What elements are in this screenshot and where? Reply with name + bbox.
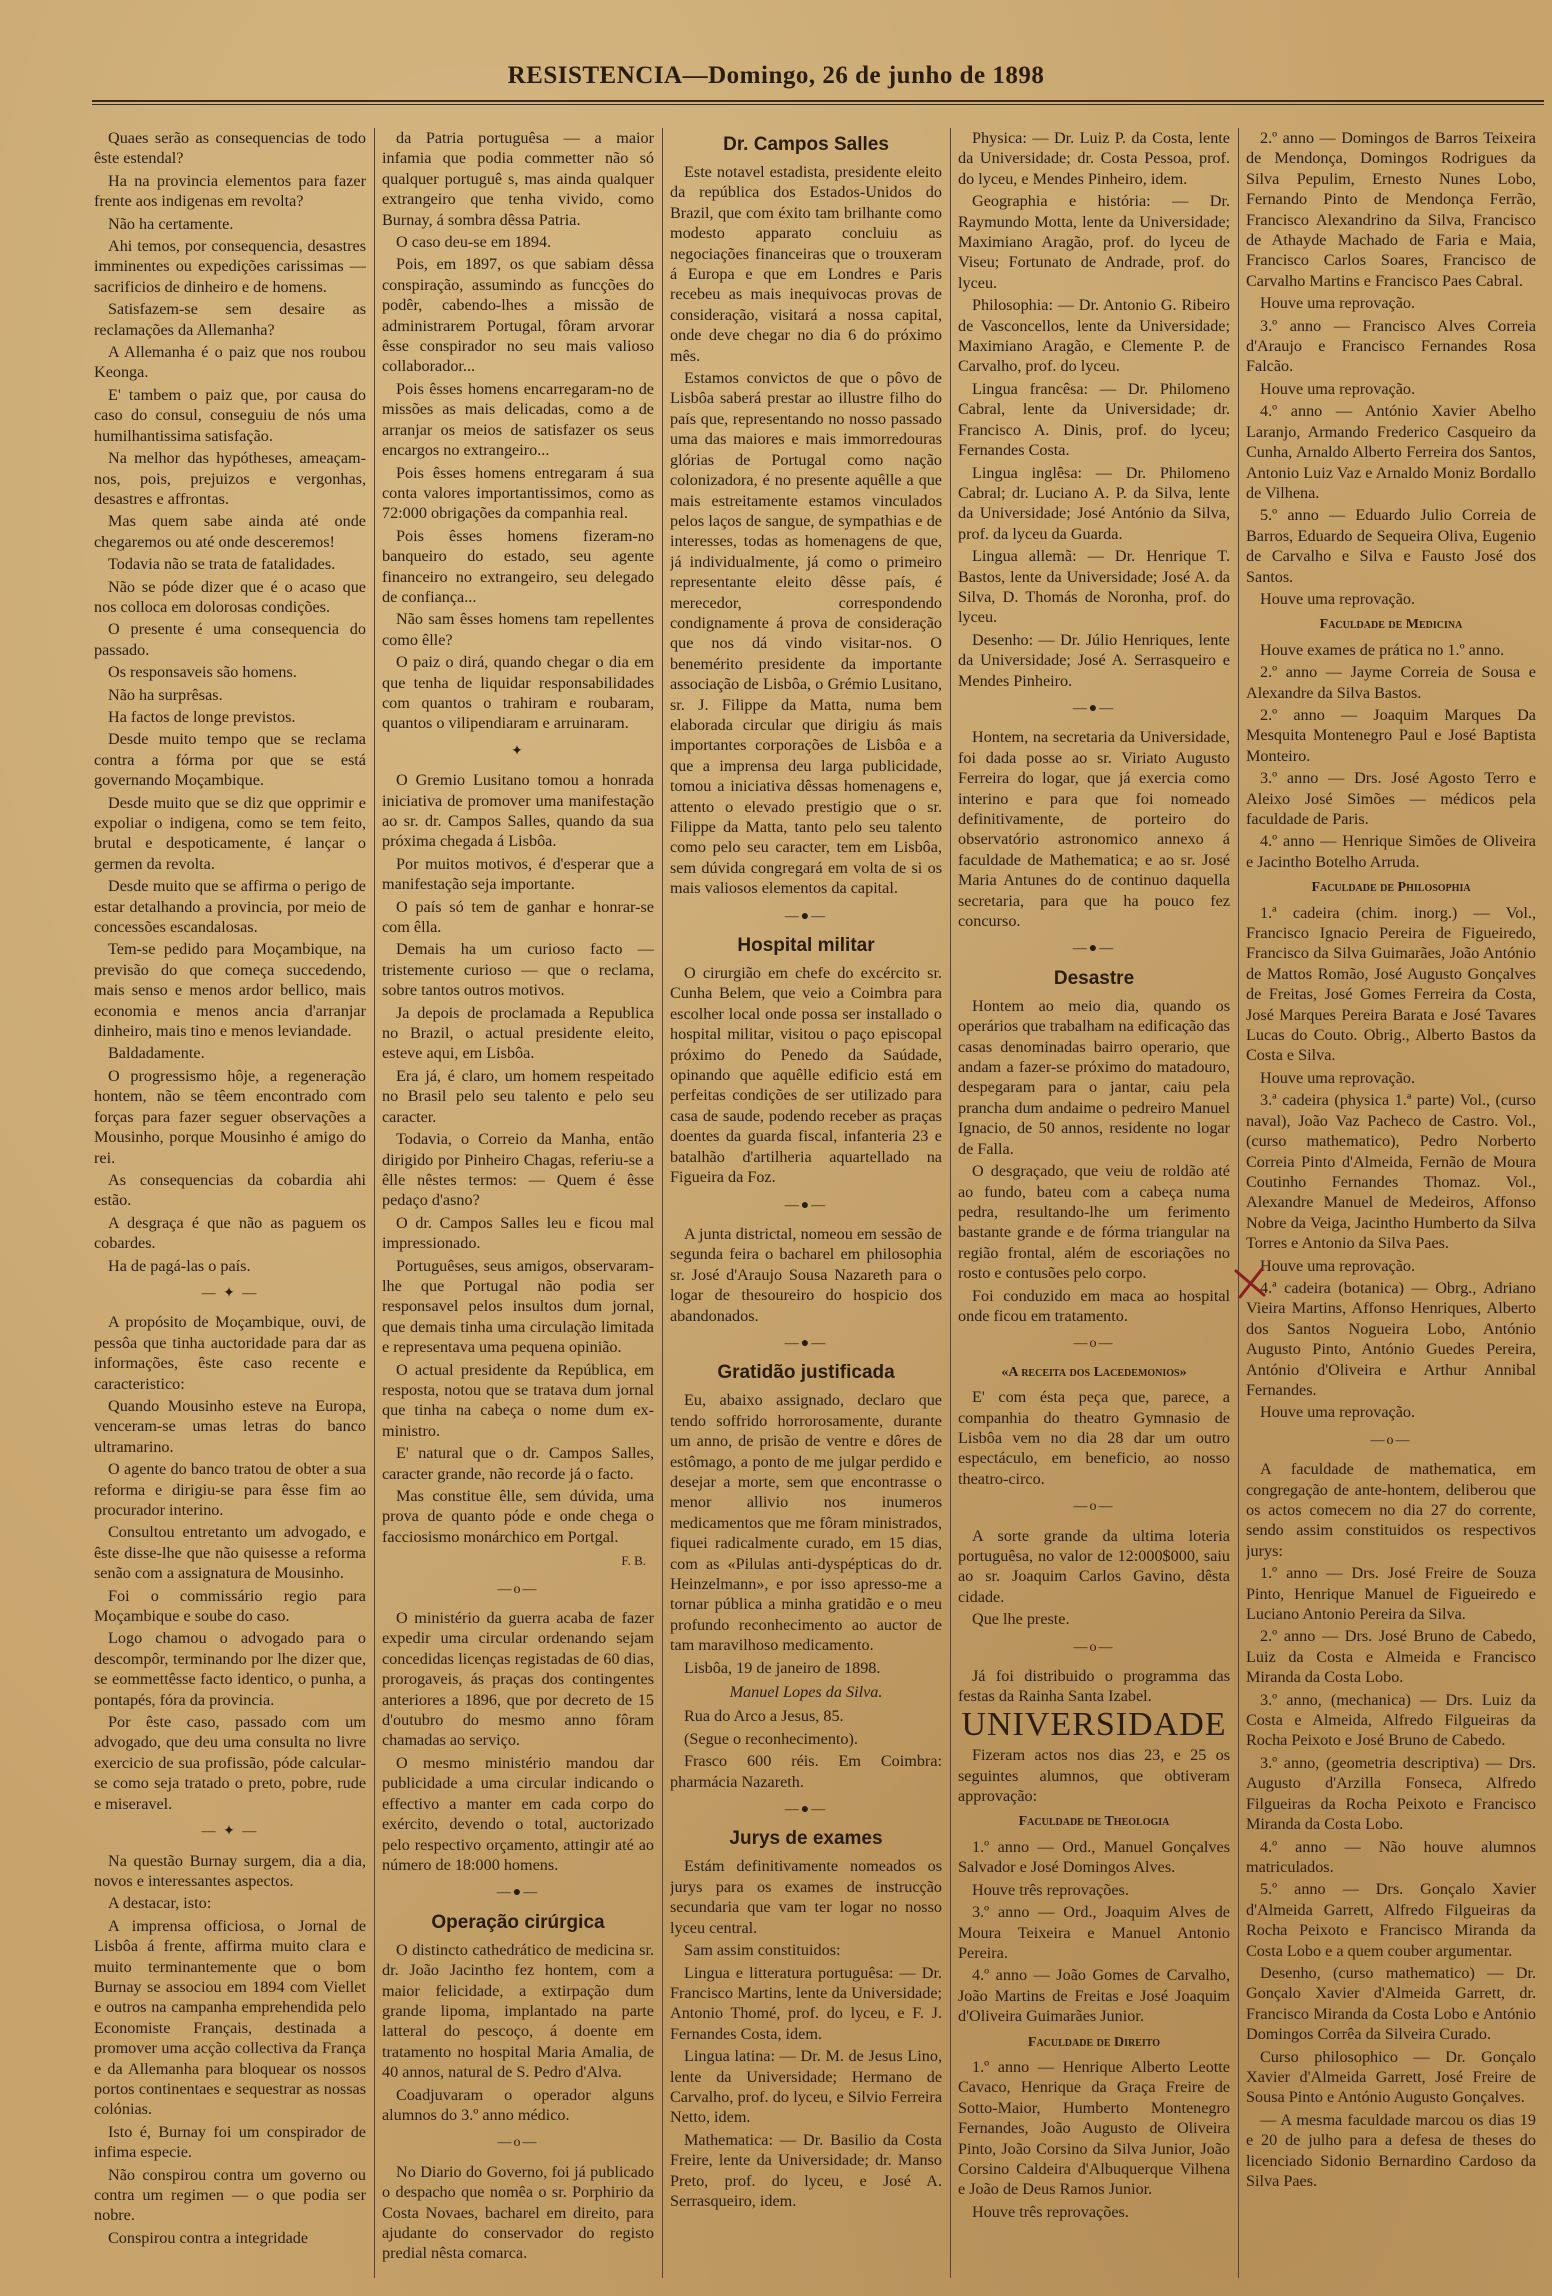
paragraph: Sam assim constituidos: — [684, 1941, 841, 1960]
column-4 — [958, 128, 1230, 2278]
column-separator — [1238, 128, 1239, 2278]
paragraph: Hontem ao meio dia, quando os operários que trabalham na edificação das casas denominadas bairro operario, que andam a fazer-se próximo do matadouro, despegaram para o jantar, caiu pela prancha dum andaime o pedreiro Manuel Ignacio, de 50 annos, residente no logar de Falla. — [958, 996, 1230, 1158]
paragraph: Fizeram actos nos dias 23, e 25 os seguintes alumnos, que obtiveram approvação: — [958, 1746, 1230, 1806]
paragraph: Os responsaveis são homens. — [108, 663, 297, 682]
paragraph: Lingua allemã: — Dr. Henrique T. Bastos, lente da Universidade; José A. da Silva, D. Thomás de Noronha, prof. do lyceu. — [958, 547, 1230, 627]
paragraph: Ahi temos, por consequencia, desastres imminentes ou expedições carissimas — sacrificios de dinheiro e de homens. — [94, 237, 366, 296]
paragraph: Por muitos motivos, é d'esperar que a manifestação seja importante. — [382, 854, 654, 894]
paragraph: 3.º anno — Ord., Joaquim Alves de Moura Teixeira e Manuel Antonio Pereira. — [958, 1903, 1230, 1962]
paragraph: 2.º anno — Domingos de Barros Teixeira de Mendonça, Domingos Rodrigues da Silva Pepulim, Ernesto Nunes Lobo, Fernando Pinto de Mendonça Ferrão, Francisco Alexandrino da Silva, Francisco de Athayde Machado de Faria e Maia, Francisco Carlos Soares, Francisco de Carvalho Martins e Francisco Paes Cabral. — [1246, 129, 1536, 290]
header-rule-thin — [92, 104, 1544, 105]
paragraph: A imprensa officiosa, o Jornal de Lisbôa á frente, affirma muito clara e muito terminantemente que o bom Burnay se associou em 1894 com Viellet e outros na campanha emprehendida pelo Economiste Français, destinada a promover uma acção collectiva da França e da Allemanha para bloquear os nossos portos continentaes e sequestrar as nossas colónias. — [94, 1916, 366, 2119]
paragraph: Todavia não se trata de fatalidades. — [108, 555, 336, 574]
paragraph: Pois êsses homens encarregaram-no de missões as mais delicadas, como a de arranjar os meios de satisfazer os seus encargos no extrangeiro... — [382, 379, 654, 460]
paragraph: Houve uma reprovação. — [1260, 379, 1416, 398]
paragraph: Todavia, o Correio da Manha, então dirigido por Pinheiro Chagas, referiu-se a êlle nêstes termos: — Quem é êsse pedaço d'asno? — [382, 1130, 654, 1210]
paragraph: Eu, abaixo assignado, declaro que tendo soffrido horrorosamente, durante um anno, de prisão de ventre e dôres de estômago, a ponto de me julgar perdido e desejar a morte, sem que encontrasse o menor allivio nos inumeros medicamentos que me fôram ministrados, fiquei radicalmente curado, em 15 dias, com as «Pilulas anti-dyspépticas do dr. Heinzelmann», e por isso apresso-me a tornar pública a minha gratidão e o meu profundo reconhecimento ao auctor de tam maravilhoso medicamento. — [670, 1391, 942, 1655]
subsection-heading: Faculdade de Philosophia — [1311, 880, 1471, 896]
paragraph: Desde muito que se diz que opprimir e expoliar o indigena, como se tem feito, brutal e despoticamente, é lançar o germen da revolta. — [94, 793, 366, 873]
handwritten-x-mark-icon — [1232, 1265, 1268, 1301]
paragraph: Logo chamou o advogado para o descompôr, terminando por lhe dizer que, se eommettêsse facto identico, o punha, a pontapés, fóra da provincia. — [94, 1629, 366, 1709]
article-heading: Desastre — [1053, 967, 1135, 989]
paragraph: Ha factos de longe previstos. — [108, 707, 296, 726]
paragraph: As consequencias da cobardia ahi estão. — [94, 1170, 366, 1210]
paragraph: 1.º anno — Ord., Manuel Gonçalves Salvador e José Domingos Alves. — [958, 1837, 1230, 1877]
paragraph: Por êste caso, passado com um advogado, que deu uma consulta no livre exercicio de sua profissão, póde calcular-se como seja tratado o preto, pobre, rude e miseravel. — [94, 1713, 366, 1813]
ornament-divider: —o— — [1370, 1432, 1412, 1448]
paragraph: Desenho: — Dr. Júlio Henriques, lente da Universidade; José A. Serrasqueiro e Mendes Pinheiro. — [958, 630, 1230, 690]
paragraph: A Allemanha é o paiz que nos roubou Keonga. — [94, 343, 366, 382]
paragraph: Era já, é claro, um homem respeitado no Brasil pelo seu talento e pelo seu caracter. — [382, 1066, 654, 1126]
paragraph: Já foi distribuido o programma das festas da Rainha Santa Izabel. — [958, 1667, 1230, 1706]
paragraph: A destacar, isto: — [108, 1894, 212, 1913]
paragraph: — A mesma faculdade marcou os dias 19 e 20 de julho para a defesa de theses do licenciado Sidonio Bernardino Cardoso da Silva Paes. — [1246, 2110, 1536, 2190]
paragraph: Não conspirou contra um governo ou contra um regimen — o que podia ser nobre. — [94, 2165, 366, 2225]
paragraph: Houve três reprovações. — [972, 2202, 1129, 2221]
header-rule — [92, 100, 1544, 102]
newspaper-title: RESISTENCIA — [507, 62, 683, 89]
column-separator — [662, 128, 663, 2278]
paragraph: Lingua latina: — Dr. M. de Jesus Lino, lente da Universidade; Hermano de Carvalho, prof. do lyceu, e Silvio Ferreira Netto, idem. — [670, 2047, 942, 2127]
paragraph: O distincto cathedrático de medicina sr. dr. João Jacintho fez hontem, com a maior felicidade, a extirpação dum grande lipoma, implantado na parte latteral do pescoço, á doente em tratamento no hospital Maria Amalia, de 40 annos, natural de S. Pedro d'Alva. — [382, 1940, 654, 2082]
paragraph: E' natural que o dr. Campos Salles, caracter grande, não recorde já o facto. — [382, 1444, 654, 1483]
paragraph: Pois êsses homens fizeram-no banqueiro do estado, seu agente financeiro no extrangeiro, seu delegado de confiança... — [382, 526, 654, 606]
paragraph: A junta districtal, nomeou em sessão de segunda feira o bacharel em philosophia sr. José d'Araujo Sousa Nazareth para o logar de thesoureiro do hospicio dos abandonados. — [670, 1224, 942, 1325]
paragraph: O mesmo ministério mandou dar publicidade a uma circular indicando o effectivo a manter em cada corpo do exército, devendo o total, auctorizado pelo respectivo orçamento, attingir até ao número de 18:000 homens. — [382, 1753, 654, 1874]
column-3 — [670, 128, 942, 2278]
paragraph: Pois êsses homens entregaram á sua conta valores importantissimos, como as 72:000 obrigações da companhia real. — [382, 463, 654, 523]
paragraph: Ha de pagá-las o país. — [108, 1256, 251, 1275]
paragraph: O actual presidente da República, em resposta, notou que se tratava dum jornal que tinha na cabeça o nome dum ex-ministro. — [382, 1360, 654, 1440]
paragraph: Estám definitivamente nomeados os jurys para os exames de instrucção secundaria que vam ter logar no nosso lyceu central. — [670, 1857, 942, 1937]
signature: Manuel Lopes da Silva. — [729, 1683, 883, 1702]
paragraph: Ha na provincia elementos para fazer frente aos indigenas em revolta? — [94, 171, 366, 211]
paragraph: O caso deu-se em 1894. — [396, 233, 552, 252]
masthead — [0, 62, 1552, 90]
paragraph: Frasco 600 réis. Em Coimbra: pharmácia Nazareth. — [670, 1752, 942, 1791]
paragraph: O cirurgião em chefe do excército sr. Cunha Belem, que veio a Coimbra para escolher local onde possa ser installado o hospital militar, visitou o paço episcopal próximo do Penedo da Saúdade, opinando que aquêlle edificio está em perfeitas condições de ser utilizado para casa de saude, podendo receber as praças doentes da guarda fiscal, infanteria 23 e batalhão d'artilheria aquartellado na Figueira da Foz. — [670, 964, 942, 1187]
paragraph: Ja depois de proclamada a Republica no Brazil, o actual presidente eleito, esteve aqui, em Lisbôa. — [382, 1003, 654, 1063]
column-2 — [382, 128, 654, 2278]
paragraph: Mas quem sabe ainda até onde chegaremos ou até onde desceremos! — [94, 512, 366, 551]
paragraph: Physica: — Dr. Luiz P. da Costa, lente da Universidade; dr. Costa Pessoa, prof. do lyceu, e Mendes Pinheiro, idem. — [958, 129, 1230, 188]
paragraph: 3.º anno — Francisco Alves Correia d'Araujo e Francisco Fernandes Rosa Falcão. — [1246, 316, 1536, 376]
ornament-divider: —●— — [1072, 700, 1116, 716]
paragraph: 4.º anno — António Xavier Abelho Laranjo, Armando Frederico Casqueiro da Cunha, Arnaldo Alberto Ferreira dos Santos, Antonio Luiz Vaz e Arnaldo Moniz Bordallo de Vilhena. — [1246, 402, 1536, 502]
paragraph: A faculdade de mathematica, em congregação de ante-hontem, deliberou que os actos comecem no dia 27 do corrente, sendo assim constituidos os respectivos jurys: — [1246, 1460, 1536, 1560]
masthead-dash: — — [682, 62, 709, 89]
ornament-divider: —●— — [784, 1802, 828, 1818]
paragraph: Portuguêses, seus amigos, observaram-lhe que Portugal não podia ser responsavel pelos insultos dum jornal, que demais tinha uma circulação limitada e representava uma pequena opinião. — [382, 1256, 654, 1357]
paragraph: Philosophia: — Dr. Antonio G. Ribeiro de Vasconcellos, lente da Universidade; Maximiano Aragão, e Clemente P. de Carvalho, prof. do lyceu. — [958, 296, 1230, 376]
paragraph: Demais ha um curioso facto — tristemente curioso — que o reclama, sobre tantos outros motivos. — [382, 940, 654, 1000]
subsection-heading: Faculdade de Medicina — [1319, 617, 1463, 633]
paragraph: Não ha certamente. — [108, 214, 234, 233]
paragraph: O país só tem de ganhar e honrar-se com êlla. — [382, 897, 654, 937]
paragraph: 1.º anno — Drs. José Freire de Souza Pinto, Henrique Manuel de Figueiredo e Luciano Antonio Pereira da Silva. — [1246, 1564, 1536, 1624]
paragraph: Desde muito tempo que se reclama contra a fórma por que se está governando Moçambique. — [94, 730, 366, 790]
paragraph: Lingua francêsa: — Dr. Philomeno Cabral, lente da Universidade; dr. Francisco A. Dinis, prof. do lyceu; Fernandes Costa. — [958, 379, 1230, 460]
paragraph: da Patria portuguêsa — a maior infamia que podia commetter não só qualquer portuguê s, mas ainda qualquer extrangeiro que tenha vivido, como Burnay, á sombra dêssa Patria. — [382, 129, 654, 229]
ornament-divider: —o— — [497, 2135, 539, 2151]
paragraph: Houve uma reprovação. — [1260, 1256, 1416, 1275]
paragraph: 2.º anno — Drs. José Bruno de Cabedo, Luiz da Costa e Almeida e Francisco Miranda da Costa Lobo. — [1246, 1627, 1536, 1687]
paragraph: 4.º anno — João Gomes de Carvalho, João Martins de Freitas e José Joaquim d'Oliveira Guimarães Junior. — [958, 1966, 1230, 2026]
paragraph: Quaes serão as consequencias de todo êste estendal? — [94, 129, 366, 168]
paragraph: Este notavel estadista, presidente eleito da república dos Estados-Unidos do Brazil, que com éxito tam brilhante como modesto apparato concluiu as negociações financeiras que o trouxeram á Europa e que em Londres e Paris recebeu as mais inequivocas provas de consideração, visitará a nossa capital, onde deve chegar no dia 6 do próximo mês. — [670, 163, 942, 365]
article-heading: «A receita dos Lacedemonios» — [1001, 1364, 1187, 1380]
article-heading: Gratidão justificada — [717, 1362, 895, 1384]
paragraph: Houve uma reprovação. — [1260, 589, 1416, 608]
paragraph: E' tambem o paiz que, por causa do caso do consul, conseguiu de nós uma humilhantissima satisfação. — [94, 385, 366, 445]
paragraph: A desgraça é que não as paguem os cobardes. — [94, 1213, 366, 1253]
ornament-divider: ✦ — [511, 743, 525, 759]
paragraph: 5.º anno — Drs. Gonçalo Xavier d'Almeida Garrett, Alfredo Filgueiras da Rocha Peixoto e Francisco Miranda da Costa Lobo e a quem couber argumentar. — [1246, 1880, 1536, 1960]
paragraph: 3.º anno, (mechanica) — Drs. Luiz da Costa e Almeida, Alfredo Filgueiras da Rocha Peixoto e José Bruno de Cabedo. — [1246, 1690, 1536, 1750]
ornament-divider: —o— — [1073, 1639, 1115, 1655]
paragraph: O agente do banco tratou de obter a sua reforma e dirigiu-se para êsse fim ao procurador interino. — [94, 1460, 366, 1519]
paragraph: Conspirou contra a integridade — [108, 2228, 309, 2247]
paragraph: Tem-se pedido para Moçambique, na previsão do que começa succedendo, mais senso e menos ardor bellico, mais economia e menos ancia d'arranjar dinheiro, mais tino e menos leviandade. — [94, 940, 366, 1041]
paragraph: A propósito de Moçambique, ouvi, de pessôa que tinha auctoridade para dar as informações, êste caso recente e caracteristico: — [94, 1313, 366, 1393]
paragraph: 3.ª cadeira (physica 1.ª parte) Vol., (curso naval), João Vaz Pacheco de Castro. Vol., (curso mathematico), Pedro Norberto Correia Pinto d'Almeida, Fernão de Moura Coutinho Fernandes Thomaz. Vol., Alexandre Manuel de Medeiros, Affonso Nobre da Veiga, Jacintho Humberto da Silva Torres e Antonio da Silva Paes. — [1246, 1091, 1536, 1253]
paragraph: Foi o commissário regio para Moçambique e soube do caso. — [94, 1586, 366, 1626]
author-initials: F. B. — [621, 1553, 646, 1569]
paragraph: 4.º anno — Não houve alumnos matriculados. — [1246, 1837, 1536, 1876]
article-heading: Dr. Campos Salles — [723, 134, 889, 155]
paragraph: Houve uma reprovação. — [1260, 294, 1416, 313]
paragraph: O desgraçado, que veiu de roldão até ao fundo, bateu com a cabeça numa pedra, resultando-lhe um ferimento bastante grande e de fórma triangular na região frontal, além de escoriações no rosto e contusões pelo corpo. — [958, 1162, 1230, 1283]
paragraph: 2.º anno — Joaquim Marques Da Mesquita Montenegro Paul e José Baptista Monteiro. — [1246, 705, 1536, 765]
section-heading: UNIVERSIDADE — [961, 1705, 1227, 1743]
paragraph: Que lhe preste. — [972, 1610, 1070, 1629]
paragraph: Houve três reprovações. — [972, 1880, 1129, 1899]
article-heading: Hospital militar — [737, 935, 875, 957]
paragraph: O dr. Campos Salles leu e ficou mal impressionado. — [382, 1213, 654, 1253]
column-separator — [950, 128, 951, 2278]
paragraph: 4.ª cadeira (botanica) — Obrg., Adriano Vieira Martins, Affonso Henriques, Alberto dos Santos Nogueira Lobo, António Augusto Pinto, António Guedes Pereira, António d'Oliveira e Arthur Annibal Fernandes. — [1246, 1278, 1536, 1399]
column-separator — [374, 128, 375, 2278]
paragraph: Não se póde dizer que é o acaso que nos colloca em dolorosas condições. — [94, 577, 366, 616]
paragraph: Mathematica: — Dr. Basilio da Costa Freire, lente da Universidade; dr. Manso Preto, prof. do lyceu, e José A. Serrasqueiro, idem. — [670, 2130, 942, 2210]
paragraph: Pois, em 1897, os que sabiam dêssa conspiração, assumindo as funcções do podêr, cabendo-lhes a missão de administrarem Portugal, fôram arvorar êsse conspirador no seu mais valioso collaborador... — [382, 255, 654, 376]
ornament-divider: — ✦ — — [201, 1285, 259, 1301]
ornament-divider: —o— — [1073, 1499, 1115, 1515]
paragraph: Hontem, na secretaria da Universidade, foi dada posse ao sr. Viriato Augusto Ferreira do logar, que já exercia como interino e para que foi nomeado definitivamente, de porteiro do observatório astronomico annexo á faculdade de Mathematica; e ao sr. José Maria Antunes do de continuo daquella secretaria, para que ha pouco fez concurso. — [958, 728, 1230, 931]
paragraph: Coadjuvaram o operador alguns alumnos do 3.º anno médico. — [382, 2085, 654, 2124]
paragraph: Estamos convictos de que o pôvo de Lisbôa saberá prestar ao illustre filho do país que, representando no nosso passado uma das maiores e mais immorredouras glórias de Portugal como nação colonizadora, é no presente aquêlle a que mais estreitamente estamos vinculados pelos laços de sangue, de sympathias e de interesses, todas as homenagens de que, já individualmente, já como o primeiro representante eleito dêsse país, é merecedor, correspondendo condignamente á prova de consideração que nos dá vindo visitar-nos. O benemérito presidente da importante associação de Lisbôa, o Grémio Lusitano, sr. J. Filippe da Matta, numa bem elaborada circular que dirigiu ás mais importantes corporações de Lisbôa e a que a imprensa deu larga publicidade, tomou a iniciativa dêssas homenagens e, attento o elevado prestigio que o sr. Filippe da Matta, tanto pelo seu talento como pelo seu caracter, tem em Lisbôa, sem dúvida congregará em volta de si os mais valiosos elementos da capital. — [670, 369, 942, 898]
paragraph: Isto é, Burnay foi um conspirador de infima especie. — [94, 2122, 366, 2162]
paragraph: 1.ª cadeira (chim. inorg.) — Vol., Francisco Ignacio Pereira de Figueiredo, Francisco da Silva Guimarães, João António de Mattos Romão, José Augusto Gonçalves de Freitas, José Gomes Ferreira da Costa, José Marques Pereira Barata e José Tavares Lucas do Couto. Obrig., Alberto Bastos da Costa e Silva. — [1246, 903, 1536, 1065]
paragraph: O ministério da guerra acaba de fazer expedir uma circular ordenando sejam concedidas licenças registadas de 60 dias, prorogaveis, ás praças dos contingentes anteriores a 1896, que por decreto de 15 d'outubro do mesmo anno fôram chamadas ao serviço. — [382, 1609, 654, 1750]
paragraph: Na melhor das hypótheses, ameaçam-nos, pois, prejuizos e vergonhas, desastres e affrontas. — [94, 449, 366, 508]
column-5 — [1246, 128, 1536, 2278]
paragraph: Houve uma reprovação. — [1260, 1403, 1416, 1422]
subsection-heading: Faculdade de Theologia — [1018, 1814, 1170, 1830]
paragraph: O paiz o dirá, quando chegar o dia em que tenha de liquidar responsabilidades com quantos o trahiram e roubaram, quantos o vilipendiaram e arruinaram. — [382, 653, 654, 733]
ornament-divider: —●— — [496, 1885, 540, 1901]
paragraph: O presente é uma consequencia do passado. — [94, 620, 366, 659]
ornament-divider: —●— — [1072, 941, 1116, 957]
paragraph: Lisbôa, 19 de janeiro de 1898. — [684, 1658, 881, 1677]
paragraph: Mas constitue êlle, sem dúvida, uma prova de quanto póde e onde chega o facciosismo monárchico em Portgal. — [382, 1487, 654, 1546]
paragraph: Geographia e história: — Dr. Raymundo Motta, lente da Universidade; Maximiano Aragão, prof. do lyceu de Viseu; Fortunato de Andrade, prof. do lyceu. — [958, 192, 1230, 292]
paragraph: Houve exames de prática no 1.º anno. — [1260, 640, 1505, 659]
issue-date: Domingo, 26 de junho de 1898 — [708, 62, 1045, 89]
paragraph: No Diario do Governo, foi já publicado o despacho que nomêa o sr. Porphirio da Costa Novaes, bacharel em direito, para ajudante do conservador do registo predial nêsta comarca. — [382, 2162, 654, 2263]
paragraph: 1.º anno — Henrique Alberto Leotte Cavaco, Henrique da Graça Freire de Sotto-Maior, Humberto Montenegro Fernandes, João Augusto de Oliveira Pinto, João Corsino da Silva Junior, João Corsino Caldeira d'Albuquerque Vilhena e João de Deus Ramos Junior. — [958, 2057, 1230, 2199]
paragraph: Desde muito que se affirma o perigo de estar detalhando a provincia, por meio de concessões escandalosas. — [94, 877, 366, 937]
column-1 — [94, 128, 366, 2278]
article-heading: Operação cirúrgica — [431, 1911, 605, 1933]
paragraph: 3.º anno, (geometria descriptiva) — Drs. Augusto d'Arzilla Fonseca, Alfredo Filgueiras da Rocha Peixoto e Francisco Miranda da Costa Lobo. — [1246, 1753, 1536, 1834]
paragraph: A sorte grande da ultima loteria portuguêsa, no valor de 12:000$000, saiu ao sr. Joaquim Carlos Gavino, dêsta cidade. — [958, 1526, 1230, 1606]
paragraph: 2.º anno — Jayme Correia de Sousa e Alexandre da Silva Bastos. — [1246, 663, 1536, 702]
ornament-divider: —●— — [784, 908, 828, 924]
paragraph: O progressismo hôje, a regeneração hontem, não se têem encontrado com forças para fazer seguer observações a Mousinho, porque Mousinho é amigo do rei. — [94, 1066, 366, 1167]
paragraph: Desenho, (curso mathematico) — Dr. Gonçalo Xavier d'Almeida Garrett, dr. Francisco Miranda da Costa Lobo e António Domingos Corrêa da Silveira Curado. — [1246, 1963, 1536, 2044]
paragraph: Lingua inglêsa: — Dr. Philomeno Cabral; dr. Luciano A. P. da Silva, lente da Universidade; José António da Silva, prof. da lyceu da Guarda. — [958, 463, 1230, 543]
paragraph: 5.º anno — Eduardo Julio Correia de Barros, Eduardo de Sequeira Oliva, Eugenio de Carvalho e Silva e Fausto José dos Santos. — [1246, 506, 1536, 586]
paragraph: Lingua e litteratura portuguêsa: — Dr. Francisco Martins, lente da Universidade; Antonio Thomé, prof. do lyceu, e F. J. Fernandes Costa, idem. — [670, 1963, 942, 2043]
paragraph: Curso philosophico — Dr. Gonçalo Xavier d'Almeida Garrett, José Freire de Sousa Pinto e António Augusto Gonçalves. — [1246, 2047, 1536, 2107]
ornament-divider: —o— — [1073, 1336, 1115, 1352]
paragraph: Consultou entretanto um advogado, e êste disse-lhe que não quisesse a reforma senão com a assignatura de Mousinho. — [94, 1523, 366, 1583]
paragraph: (Segue o reconhecimento). — [684, 1729, 858, 1748]
paragraph: Não ha surprêsas. — [108, 685, 223, 704]
paragraph: 3.º anno — Drs. José Agosto Terro e Aleixo José Simões — médicos pela faculdade de Paris. — [1246, 769, 1536, 828]
paragraph: Houve uma reprovação. — [1260, 1068, 1416, 1087]
paragraph: Baldadamente. — [108, 1044, 205, 1063]
subsection-heading: Faculdade de Direito — [1027, 2034, 1161, 2050]
ornament-divider: —o— — [497, 1581, 539, 1597]
paragraph: Satisfazem-se sem desaire as reclamações da Allemanha? — [94, 300, 366, 339]
paragraph: O Gremio Lusitano tomou a honrada iniciativa de promover uma manifestação ao sr. dr. Campos Salles, quando da sua próxima chegada á Lisbôa. — [382, 771, 654, 851]
ornament-divider: — ✦ — — [201, 1824, 259, 1840]
paragraph: 4.º anno — Henrique Simões de Oliveira e Jacintho Botelho Arruda. — [1246, 832, 1536, 871]
paragraph: Na questão Burnay surgem, dia a dia, novos e interessantes aspectos. — [94, 1851, 366, 1890]
ornament-divider: —●— — [784, 1335, 828, 1351]
paragraph: Rua do Arco a Jesus, 85. — [684, 1707, 844, 1726]
paragraph: Quando Mousinho esteve na Europa, venceram-se umas letras do banco ultramarino. — [94, 1396, 366, 1456]
ornament-divider: —●— — [784, 1197, 828, 1213]
paragraph: Não sam êsses homens tam repellentes como êlle? — [382, 610, 654, 649]
article-heading: Jurys de exames — [729, 1828, 883, 1850]
paragraph: Foi conduzido em maca ao hospital onde ficou em tratamento. — [958, 1286, 1230, 1325]
paragraph: E' com ésta peça que, parece, a companhia do theatro Gymnasio de Lisbôa vem no dia 28 dar um outro espectáculo, em beneficio, ao nosso theatro-circo. — [958, 1388, 1230, 1488]
